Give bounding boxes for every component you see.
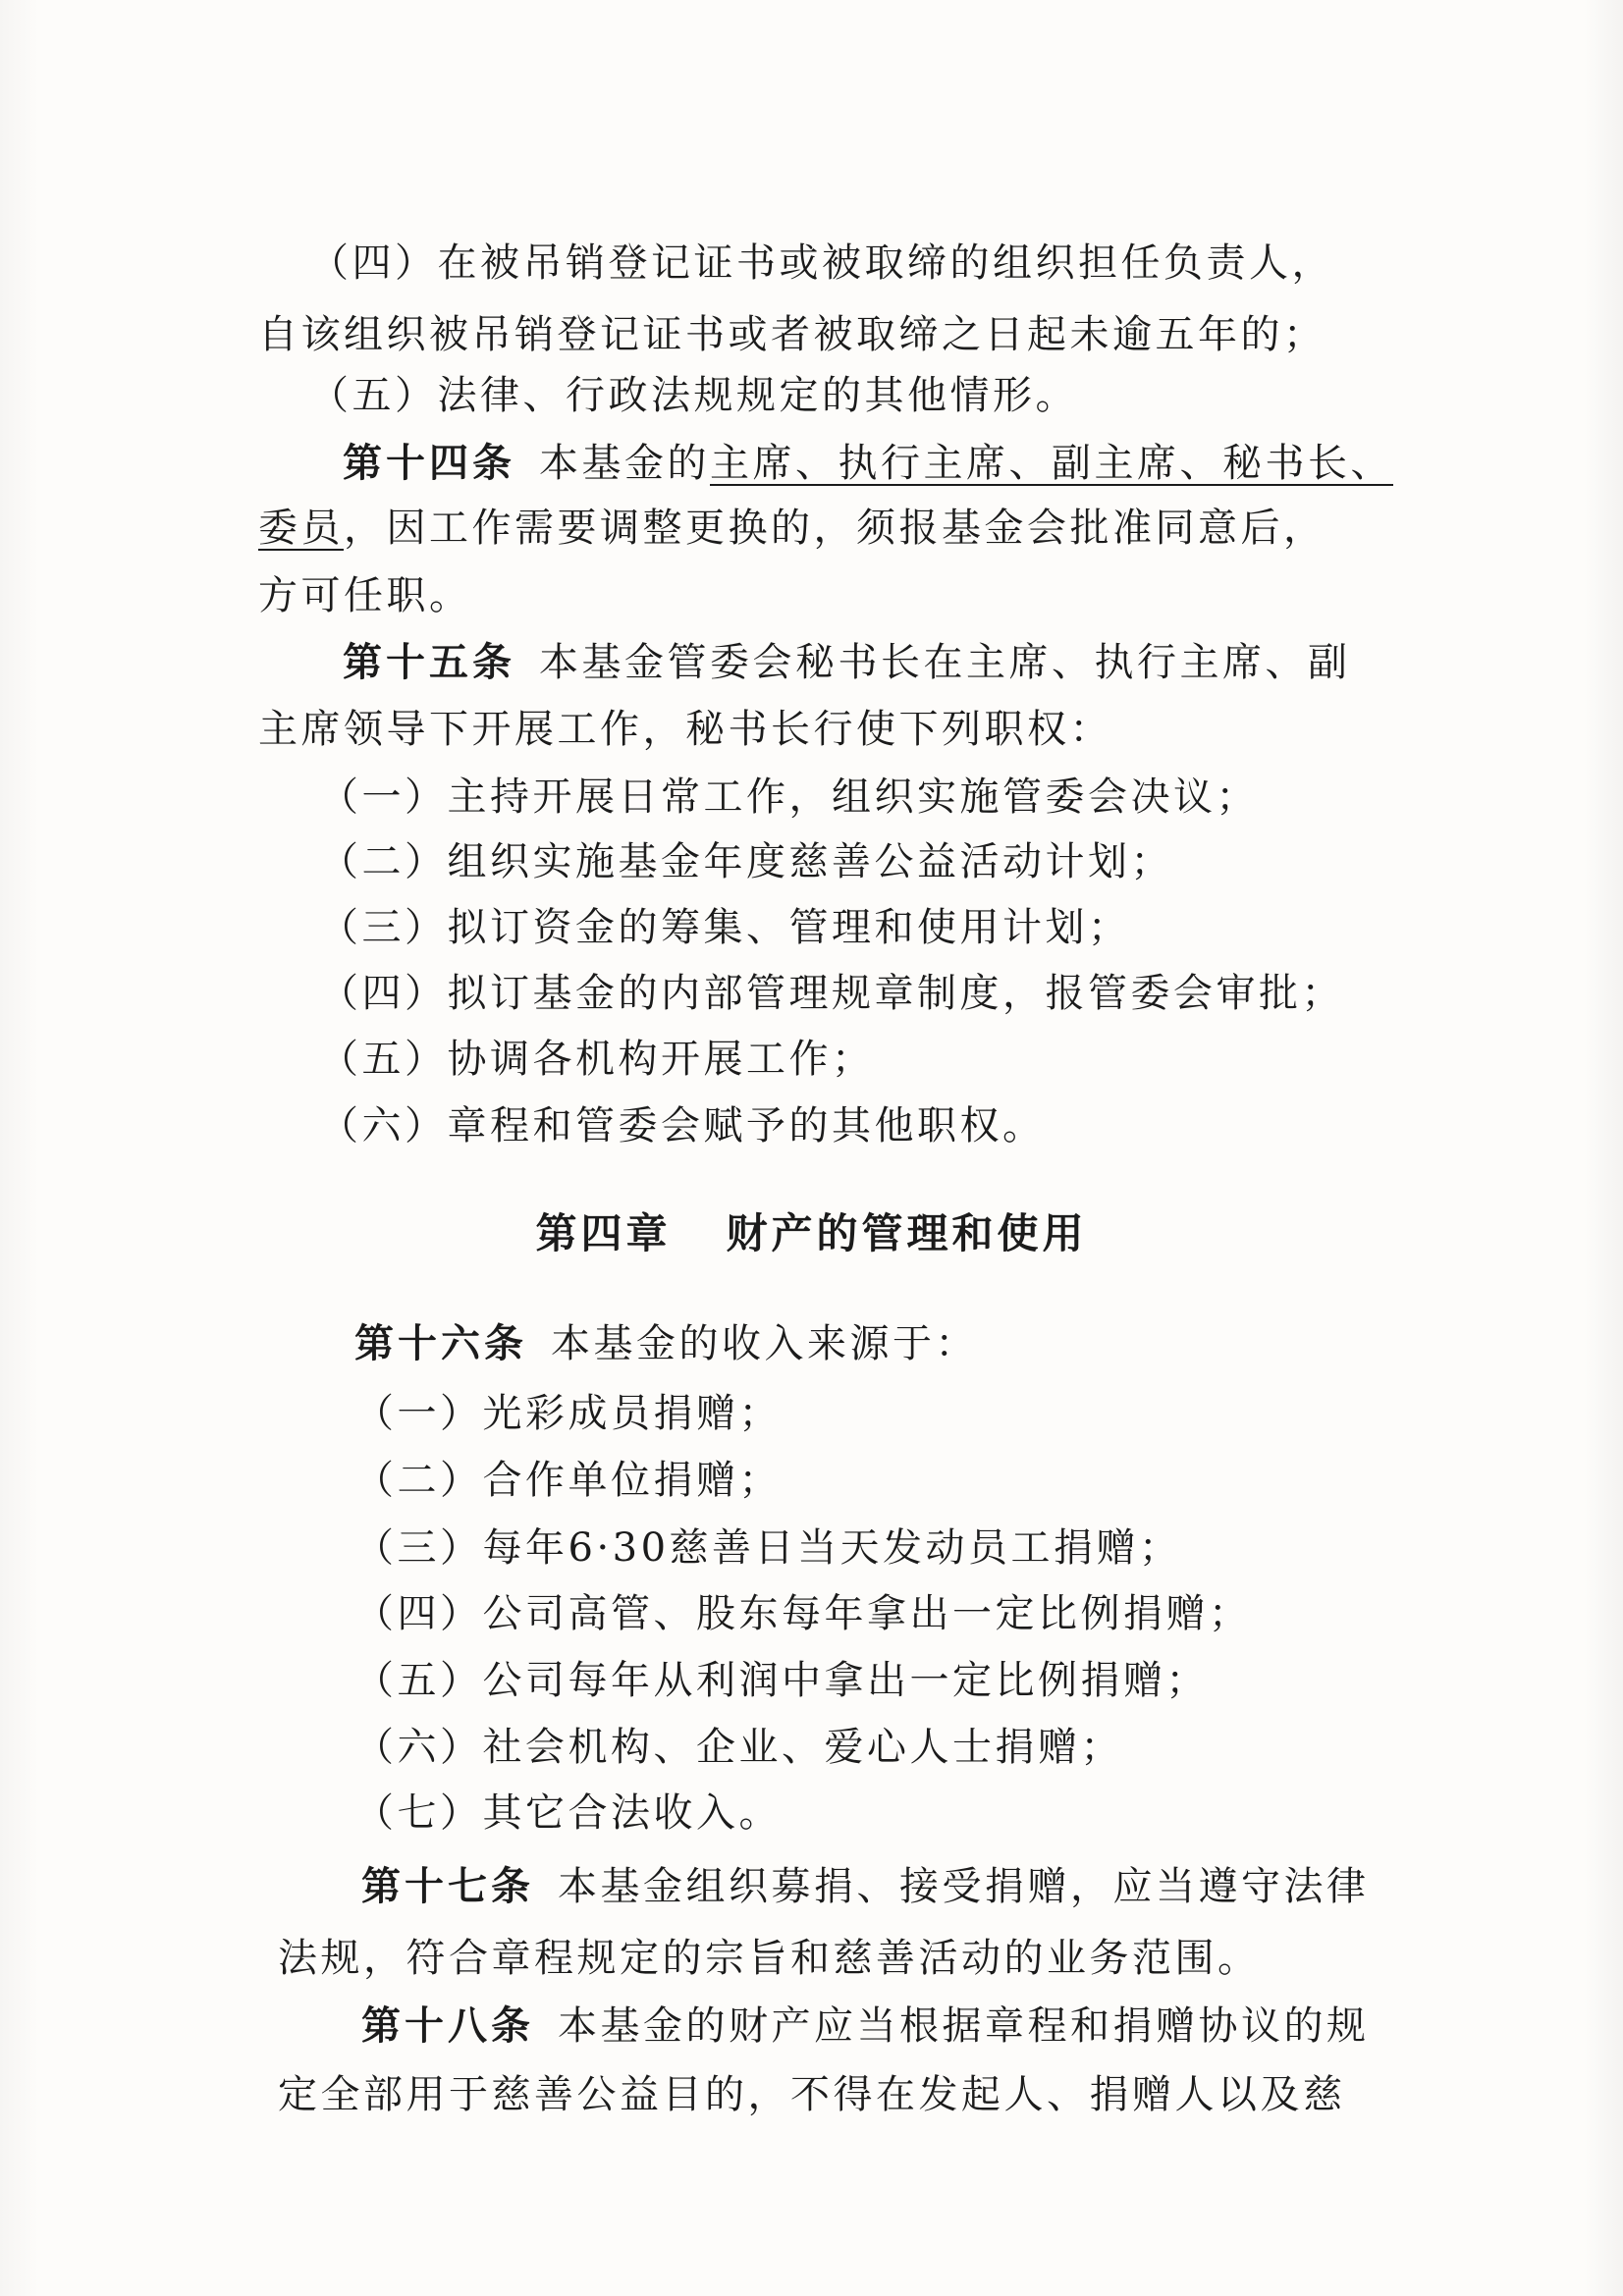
article-14-line-3: 方可任职。 (258, 573, 472, 618)
article-18-line-1 (361, 2002, 1370, 2050)
article-14-line-1 (343, 440, 1393, 487)
article-18-label: 第十八条 (361, 2002, 534, 2049)
article-17-line-2: 法规，符合章程规定的宗旨和慈善活动的业务范围。 (278, 1936, 1261, 1981)
article-15-item: （五）协调各机构开展工作； (319, 1037, 875, 1082)
article-14-underlined-2: 委员 (258, 506, 344, 551)
clause-4-line-1: （四）在被吊销登记证书或被取缔的组织担任负责人， (309, 240, 1334, 286)
clause-4-line-2: 自该组织被吊销登记证书或者被取缔之日起未逾五年的； (258, 312, 1326, 357)
article-16-text: 本基金的收入来源于： (551, 1321, 978, 1366)
article-16-line-1 (354, 1320, 978, 1367)
chapter-title: 财产的管理和使用 (726, 1209, 1088, 1257)
article-15-item: （二）组织实施基金年度慈善公益活动计划； (319, 839, 1173, 884)
article-18-text-1: 本基金的财产应当根据章程和捐赠协议的规 (558, 2003, 1370, 2049)
article-15-line-2: 主席领导下开展工作，秘书长行使下列职权： (258, 707, 1112, 752)
article-14-label: 第十四条 (343, 440, 515, 486)
article-16-item: （五）公司每年从利润中拿出一定比例捐赠； (354, 1658, 1209, 1703)
article-18-line-2: 定全部用于慈善公益目的，不得在发起人、捐赠人以及慈 (278, 2072, 1346, 2117)
article-14-line-2 (258, 505, 1326, 552)
article-15-item: （六）章程和管委会赋予的其他职权。 (319, 1103, 1046, 1148)
article-17-text-1: 本基金组织募捐、接受捐赠，应当遵守法律 (558, 1864, 1370, 1909)
chapter-heading (0, 1209, 1623, 1258)
article-15-label: 第十五条 (343, 639, 515, 685)
article-17-label: 第十七条 (361, 1863, 534, 1909)
article-16-item: （一）光彩成员捐赠； (354, 1391, 782, 1436)
article-14-underlined-1: 主席、执行主席、副主席、秘书长、 (710, 441, 1393, 486)
article-16-item: （二）合作单位捐赠； (354, 1458, 782, 1503)
article-14-text-1: 本基金的 (539, 441, 710, 486)
article-15-line-1 (343, 639, 1351, 686)
chapter-number: 第四章 (535, 1209, 672, 1257)
article-16-item: （四）公司高管、股东每年拿出一定比例捐赠； (354, 1591, 1252, 1636)
article-16-item: （七）其它合法收入。 (354, 1790, 782, 1836)
article-16-label: 第十六条 (354, 1320, 527, 1366)
article-15-item: （四）拟订基金的内部管理规章制度，报管委会审批； (319, 971, 1344, 1016)
article-16-item: （三）每年6·30慈善日当天发动员工捐赠； (354, 1525, 1182, 1571)
clause-5-line: （五）法律、行政法规规定的其他情形。 (309, 373, 1078, 418)
article-15-item: （三）拟订资金的筹集、管理和使用计划； (319, 905, 1131, 950)
article-16-item: （六）社会机构、企业、爱心人士捐赠； (354, 1725, 1123, 1770)
article-15-text-1: 本基金管委会秘书长在主席、执行主席、副 (539, 640, 1351, 685)
article-14-text-2: ，因工作需要调整更换的，须报基金会批准同意后， (344, 506, 1326, 551)
article-17-line-1 (361, 1863, 1370, 1910)
article-15-item: （一）主持开展日常工作，组织实施管委会决议； (319, 774, 1259, 820)
